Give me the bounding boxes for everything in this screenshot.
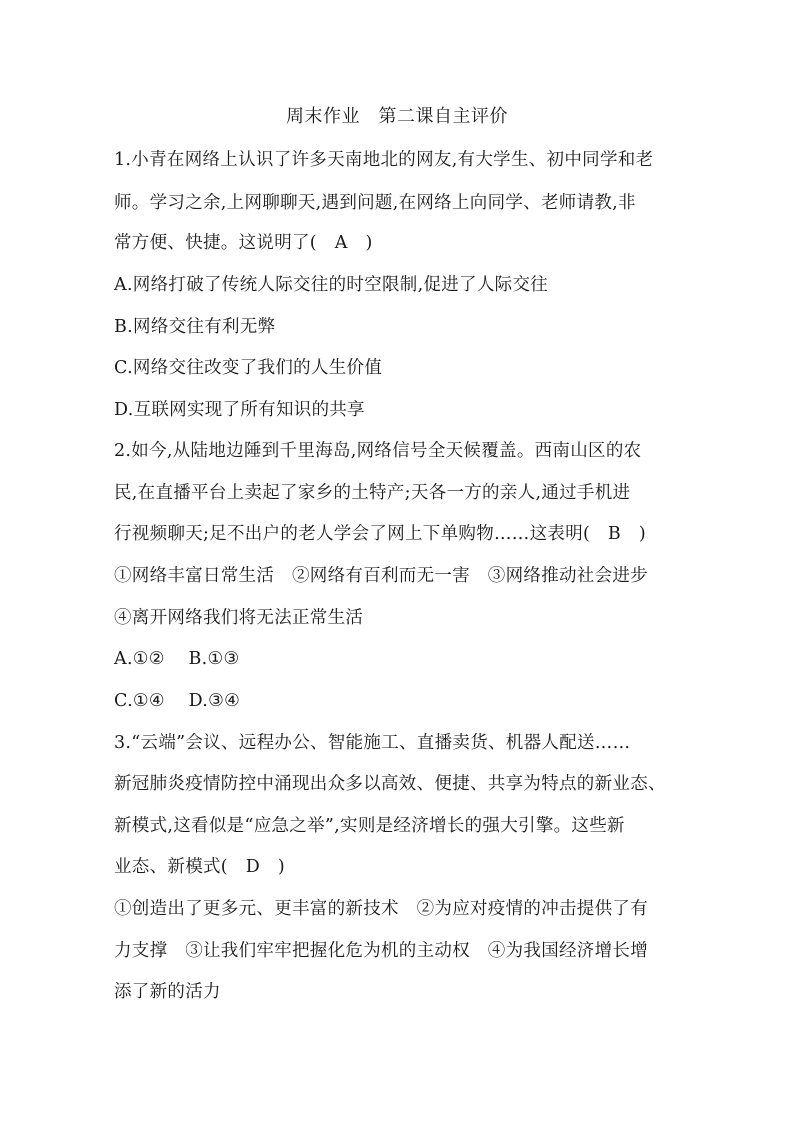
q2-stem-line-1: 2.如今,从陆地边陲到千里海岛,网络信号全天候覆盖。西南山区的农 <box>114 441 642 461</box>
q1-stem-line-1: 1.小青在网络上认识了许多天南地北的网友,有大学生、初中同学和老 <box>114 150 654 170</box>
q2-stem-line-3: 行视频聊天;足不出户的老人学会了网上下单购物……这表明( B ) <box>114 524 647 544</box>
q2-stem-line-2: 民,在直播平台上卖起了家乡的土特产;天各一方的亲人,通过手机进 <box>114 483 631 503</box>
page-title: 周末作业 第二课自主评价 <box>286 106 508 127</box>
q3-stem-line-4: 业态、新模式( D ) <box>114 857 285 877</box>
q3-statements-line-2: 力支撑 ③让我们牢牢把握化危为机的主动权 ④为我国经济增长增 <box>114 941 648 961</box>
q1-option-a: A.网络打破了传统人际交往的时空限制,促进了人际交往 <box>114 275 549 295</box>
q2-options-ab: A.①② B.①③ <box>114 649 240 669</box>
q1-option-b: B.网络交往有利无弊 <box>114 317 276 337</box>
q3-statements-line-1: ①创造出了更多元、更丰富的新技术 ②为应对疫情的冲击提供了有 <box>114 899 648 919</box>
q2-statements-line-2: ④离开网络我们将无法正常生活 <box>114 608 364 628</box>
q2-options-cd: C.①④ D.③④ <box>114 691 241 711</box>
q3-stem-line-1: 3.“云端”会议、远程办公、智能施工、直播卖货、机器人配送…… <box>114 733 631 753</box>
q1-option-c: C.网络交往改变了我们的人生价值 <box>114 358 383 378</box>
q3-statements-line-3: 添了新的活力 <box>114 982 221 1002</box>
q1-option-d: D.互联网实现了所有知识的共享 <box>114 400 365 420</box>
q2-statements-line-1: ①网络丰富日常生活 ②网络有百利而无一害 ③网络推动社会进步 <box>114 566 648 586</box>
q1-stem-line-2: 师。学习之余,上网聊聊天,遇到问题,在网络上向同学、老师请教,非 <box>114 193 636 213</box>
q3-stem-line-3: 新模式,这看似是“应急之举”,实则是经济增长的强大引擎。这些新 <box>114 816 625 836</box>
q3-stem-line-2: 新冠肺炎疫情防控中涌现出众多以高效、便捷、共享为特点的新业态、 <box>114 774 666 794</box>
q1-stem-line-3: 常方便、快捷。这说明了( A ) <box>114 233 373 253</box>
